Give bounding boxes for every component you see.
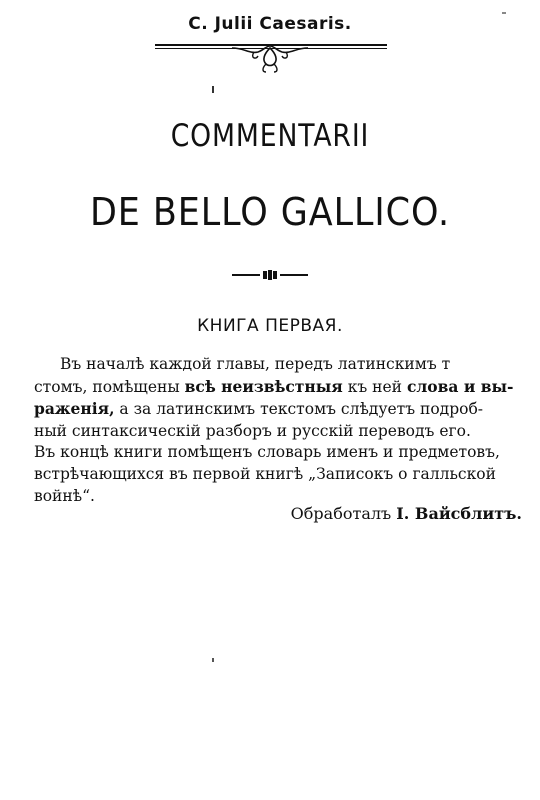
author-heading: C. Julii Caesaris. (188, 14, 352, 34)
bold-text-span: всѣ неизвѣстныя (184, 376, 343, 396)
print-speck (212, 86, 214, 93)
text-line (34, 398, 530, 421)
signature-prefix: Обработалъ (290, 504, 397, 523)
text-line: ный синтаксическій разборъ и русскій переводъ его. (34, 421, 471, 440)
flourish-ornament-icon (228, 44, 312, 76)
signature-line (291, 504, 522, 523)
text-span: къ ней (342, 377, 407, 396)
description-paragraph (34, 354, 530, 507)
text-line: Въ началѣ каждой главы, передъ латинскимъ т (60, 355, 451, 373)
text-line: встрѣчающихся въ первой книгѣ „Записокъ о галльской (34, 464, 496, 483)
book-heading: КНИГА ПЕРВАЯ. (197, 316, 343, 336)
text-line: Въ концѣ книги помѣщенъ словарь именъ и предметовъ, (34, 443, 500, 462)
text-span: а за латинскимъ текстомъ слѣдуетъ подроб- (114, 400, 484, 419)
text-line: войнѣ“. (34, 486, 95, 505)
divider-ornament-icon (230, 268, 310, 282)
bold-text-span: слова и вы- (406, 376, 514, 396)
title-line-2: DE BELLO GALLICO. (89, 190, 451, 234)
text-span: стомъ, помѣщены (34, 377, 185, 396)
print-speck (212, 658, 214, 662)
print-speck (502, 12, 506, 14)
editor-name: I. Вайсблитъ. (396, 504, 522, 523)
text-line (34, 376, 530, 399)
title-line-1: COMMENTARII (170, 118, 370, 154)
bold-text-span: раженія, (34, 399, 115, 419)
